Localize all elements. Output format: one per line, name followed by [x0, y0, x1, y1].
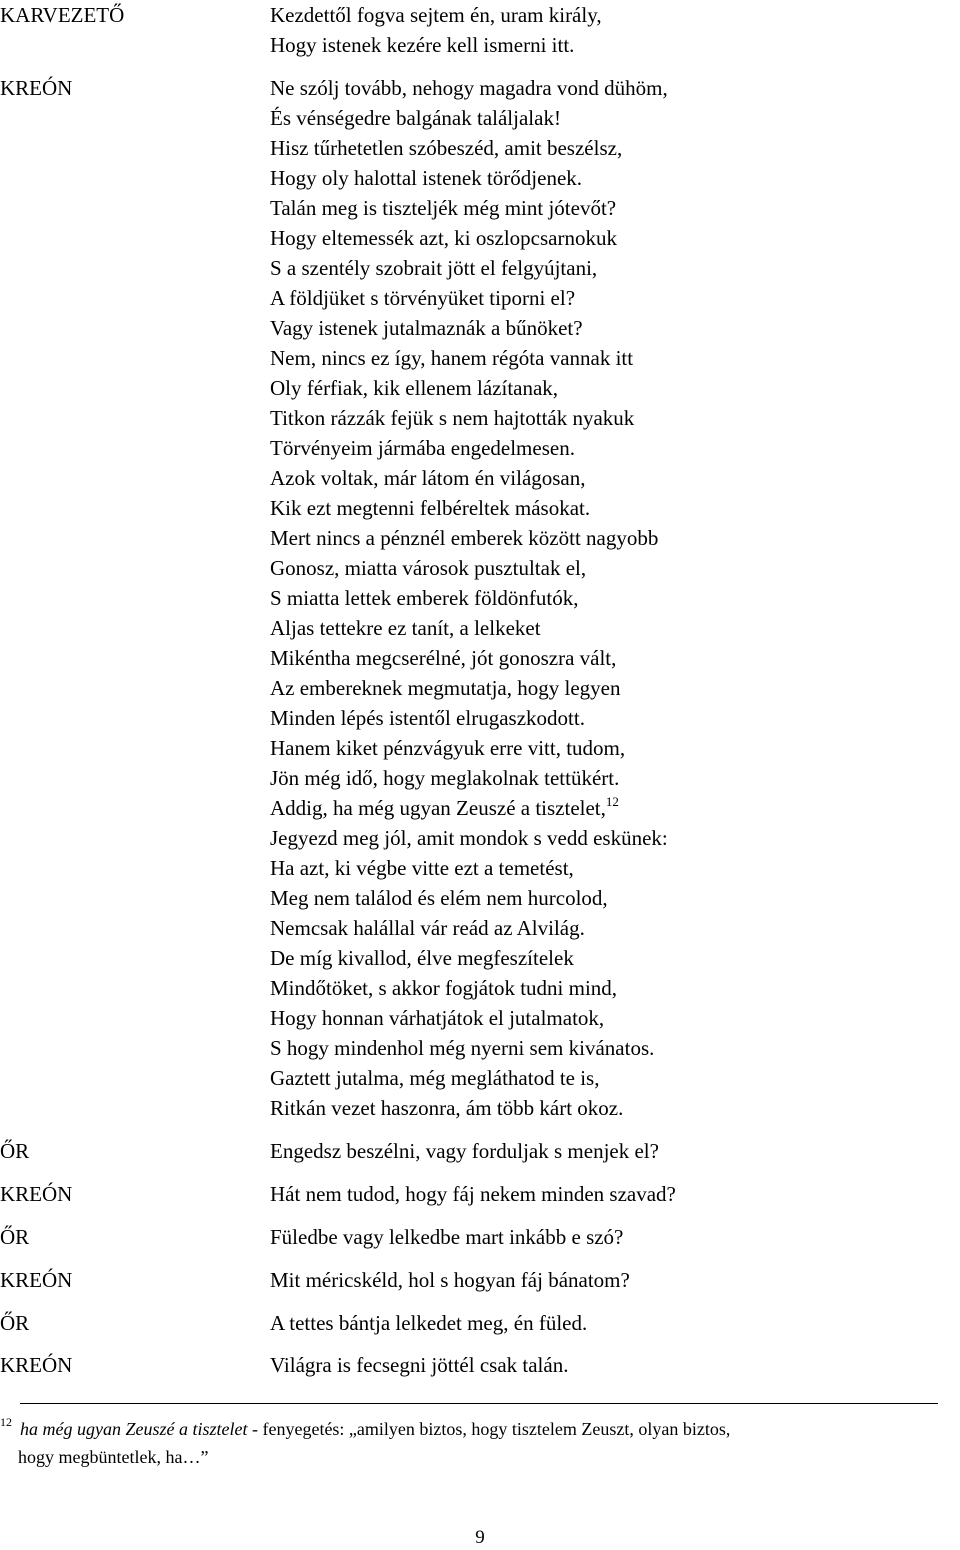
- verse-line: Hogy oly halottal istenek törődjenek.: [270, 166, 583, 190]
- speaker-name: ŐR: [0, 1139, 30, 1163]
- verse-line: Hogy honnan várhatjátok el jutalmatok,: [270, 1006, 605, 1030]
- speech-lines: [270, 1136, 955, 1166]
- verse-line: A földjüket s törvényüket tiporni el?: [270, 286, 576, 310]
- verse-line: Jegyezd meg jól, amit mondok s vedd eskünek:: [270, 826, 668, 850]
- verse-line: Hogy eltemessék azt, ki oszlopcsarnokuk: [270, 226, 617, 250]
- speaker-name: KREÓN: [0, 76, 73, 100]
- verse-line: Ne szólj tovább, nehogy magadra vond dühöm,: [270, 76, 668, 100]
- verse-line: Mikéntha megcserélné, jót gonoszra vált,: [270, 646, 617, 670]
- verse-line: Titkon rázzák fejük s nem hajtották nyakuk: [270, 406, 635, 430]
- footnote-divider: [20, 1403, 938, 1404]
- verse-line: Mindőtöket, s akkor fogjátok tudni mind,: [270, 976, 618, 1000]
- verse-line: S a szentély szobrait jött el felgyújtani,: [270, 256, 598, 280]
- verse-line: Nemcsak halállal vár reád az Alvilág.: [270, 916, 585, 940]
- verse-line: Kezdettől fogva sejtem én, uram király,: [270, 3, 602, 27]
- footnote-mark: 12: [0, 1415, 12, 1429]
- speaker-name: KREÓN: [0, 1182, 73, 1206]
- verse-line: Gonosz, miatta városok pusztultak el,: [270, 556, 587, 580]
- footnote-reference[interactable]: 12: [605, 794, 619, 809]
- verse-line: Jön még idő, hogy meglakolnak tettükért.: [270, 766, 620, 790]
- footnote-text: - fenyegetés: „amilyen biztos, hogy tisztelem Zeuszt, olyan biztos,: [247, 1419, 731, 1439]
- verse-line: Mert nincs a pénznél emberek között nagyobb: [270, 526, 659, 550]
- speech-lines: [270, 1265, 955, 1295]
- speech-lines: [270, 1308, 955, 1338]
- verse-line: S hogy mindenhol még nyerni sem kivánatos.: [270, 1036, 655, 1060]
- speaker-name: ŐR: [0, 1311, 30, 1335]
- verse-line-with-footnote: [270, 793, 955, 823]
- speech-lines: [270, 1350, 955, 1380]
- verse-line: Azok voltak, már látom én világosan,: [270, 466, 586, 490]
- verse-line: Az embereknek megmutatja, hogy legyen: [270, 676, 621, 700]
- verse-line: Meg nem találod és elém nem hurcolod,: [270, 886, 608, 910]
- verse-line: Aljas tettekre ez tanít, a lelkeket: [270, 616, 541, 640]
- verse-line-text: Addig, ha még ugyan Zeuszé a tisztelet,: [270, 796, 606, 820]
- speech-lines: [270, 1179, 955, 1209]
- footnote-line: [0, 1415, 958, 1443]
- footnote-line: hogy megbüntetlek, ha…”: [18, 1447, 209, 1467]
- verse-line: Világra is fecsegni jöttél csak talán.: [270, 1353, 569, 1377]
- verse-line: Mit méricskéld, hol s hogyan fáj bánatom?: [270, 1268, 630, 1292]
- verse-line: Minden lépés istentől elrugaszkodott.: [270, 706, 585, 730]
- speaker-name: KREÓN: [0, 1268, 73, 1292]
- verse-line: És vénségedre balgának találjalak!: [270, 106, 561, 130]
- verse-line: Vagy istenek jutalmaznák a bűnöket?: [270, 316, 583, 340]
- verse-line: Ha azt, ki végbe vitte ezt a temetést,: [270, 856, 574, 880]
- verse-line: Hanem kiket pénzvágyuk erre vitt, tudom,: [270, 736, 626, 760]
- verse-line: De míg kivallod, élve megfeszítelek: [270, 946, 574, 970]
- speaker-name: KARVEZETŐ: [0, 3, 125, 27]
- verse-line: Gaztett jutalma, még megláthatod te is,: [270, 1066, 600, 1090]
- speech-lines: [270, 1222, 955, 1252]
- verse-line: Hát nem tudod, hogy fáj nekem minden szavad?: [270, 1182, 676, 1206]
- speech-lines: [270, 73, 955, 1123]
- verse-line: Nem, nincs ez így, hanem régóta vannak itt: [270, 346, 634, 370]
- page-number: 9: [475, 1527, 485, 1548]
- verse-line: Hogy istenek kezére kell ismerni itt.: [270, 33, 575, 57]
- verse-line: Hisz tűrhetetlen szóbeszéd, amit beszélsz,: [270, 136, 623, 160]
- verse-line: Ritkán vezet haszonra, ám több kárt okoz.: [270, 1096, 624, 1120]
- footnote-term: ha még ugyan Zeuszé a tisztelet: [20, 1419, 248, 1439]
- footnote: [0, 1415, 958, 1471]
- speaker-name: ŐR: [0, 1225, 30, 1249]
- verse-line: Oly férfiak, kik ellenem lázítanak,: [270, 376, 559, 400]
- verse-line: Engedsz beszélni, vagy forduljak s menjek el?: [270, 1139, 659, 1163]
- speech-lines: [270, 0, 955, 60]
- verse-line: Kik ezt megtenni felbéreltek másokat.: [270, 496, 591, 520]
- verse-line: S miatta lettek emberek földönfutók,: [270, 586, 579, 610]
- verse-line: A tettes bántja lelkedet meg, én füled.: [270, 1311, 588, 1335]
- speaker-name: KREÓN: [0, 1353, 73, 1377]
- verse-line: Törvényeim jármába engedelmesen.: [270, 436, 575, 460]
- verse-line: Talán meg is tiszteljék még mint jótevőt?: [270, 196, 617, 220]
- verse-line: Füledbe vagy lelkedbe mart inkább e szó?: [270, 1225, 624, 1249]
